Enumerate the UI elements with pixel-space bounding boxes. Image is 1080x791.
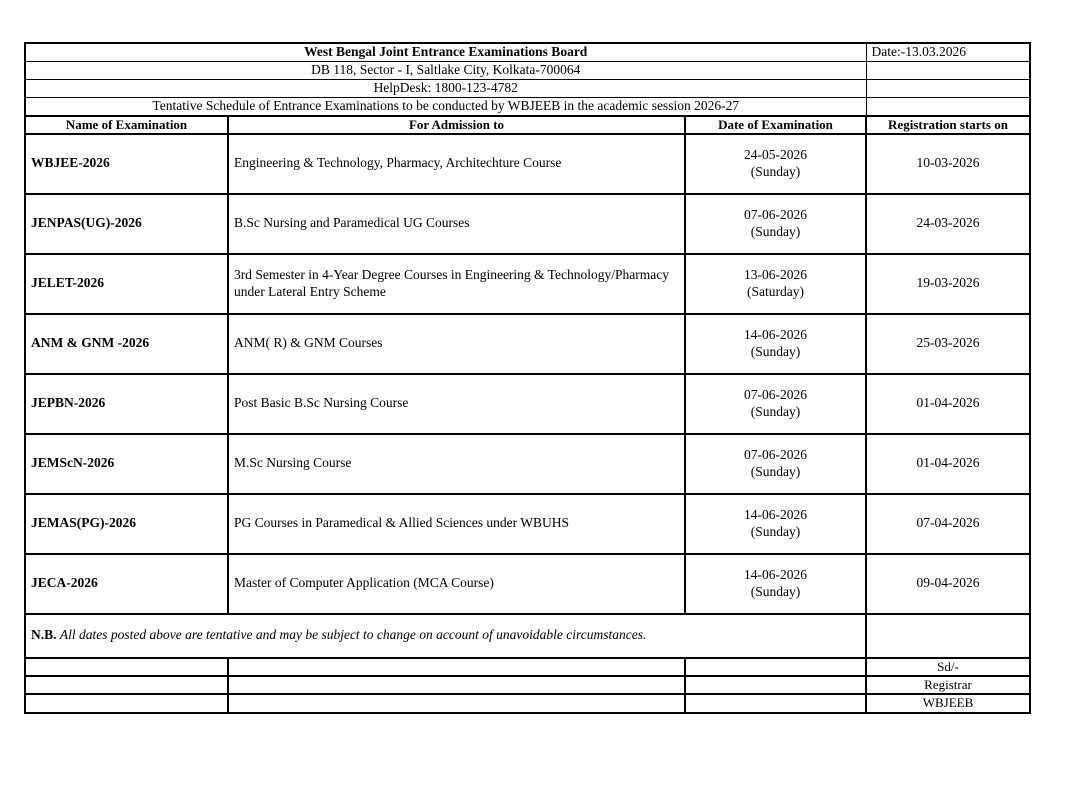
exam-day: (Sunday) <box>750 343 801 359</box>
board-title: West Bengal Joint Entrance Examinations Board <box>25 43 866 61</box>
exam-date: 07-06-2026 <box>744 206 807 222</box>
header-date-of-examination: Date of Examination <box>685 116 866 134</box>
registration-date: 10-03-2026 <box>866 134 1030 194</box>
header-registration-starts-on: Registration starts on <box>866 116 1030 134</box>
table-row <box>25 434 1030 494</box>
exam-day: (Sunday) <box>750 163 801 179</box>
empty-cell <box>866 97 1030 115</box>
registration-date: 09-04-2026 <box>866 554 1030 614</box>
exam-date-cell <box>685 434 866 494</box>
exam-date-cell <box>685 554 866 614</box>
exam-date: 13-06-2026 <box>744 266 807 282</box>
empty-cell <box>25 676 228 694</box>
exam-date-cell <box>685 254 866 314</box>
column-header-row <box>25 116 1030 134</box>
note-cell <box>25 614 866 658</box>
helpdesk-info: HelpDesk: 1800-123-4782 <box>25 79 866 97</box>
exam-name: ANM & GNM -2026 <box>25 314 228 374</box>
exam-date: 07-06-2026 <box>744 386 807 402</box>
table-row <box>25 374 1030 434</box>
signature-row <box>25 676 1030 694</box>
address-row <box>25 61 1030 79</box>
note-text: All dates posted above are tentative and may be subject to change on account of unavoidable circumstances. <box>59 627 647 643</box>
empty-cell <box>685 694 866 712</box>
signature-row <box>25 694 1030 712</box>
admission-course: Master of Computer Application (MCA Course) <box>228 554 685 614</box>
signature-sd: Sd/- <box>866 658 1030 676</box>
exam-date: 24-05-2026 <box>744 146 807 162</box>
helpdesk-row <box>25 79 1030 97</box>
exam-day: (Sunday) <box>750 523 801 539</box>
table-row <box>25 194 1030 254</box>
exam-name: JEMScN-2026 <box>25 434 228 494</box>
empty-cell <box>866 61 1030 79</box>
empty-cell <box>228 658 685 676</box>
signature-title: Registrar <box>866 676 1030 694</box>
exam-name: JELET-2026 <box>25 254 228 314</box>
table-row <box>25 494 1030 554</box>
exam-date-cell <box>685 494 866 554</box>
admission-course: 3rd Semester in 4-Year Degree Courses in Engineering & Technology/Pharmacy under Lateral Entry Scheme <box>228 254 685 314</box>
exam-day: (Sunday) <box>750 463 801 479</box>
note-prefix: N.B. <box>31 627 57 643</box>
exam-name: JENPAS(UG)-2026 <box>25 194 228 254</box>
exam-day: (Saturday) <box>747 283 804 299</box>
exam-date: 07-06-2026 <box>744 446 807 462</box>
exam-schedule-table <box>24 42 1031 714</box>
document-date: Date:-13.03.2026 <box>866 43 1030 61</box>
empty-cell <box>25 658 228 676</box>
empty-cell <box>685 658 866 676</box>
board-address: DB 118, Sector - I, Saltlake City, Kolkata-700064 <box>25 61 866 79</box>
empty-cell <box>228 676 685 694</box>
exam-name: JECA-2026 <box>25 554 228 614</box>
registration-date: 25-03-2026 <box>866 314 1030 374</box>
empty-cell <box>228 694 685 712</box>
admission-course: M.Sc Nursing Course <box>228 434 685 494</box>
registration-date: 07-04-2026 <box>866 494 1030 554</box>
exam-date-cell <box>685 134 866 194</box>
exam-name: JEMAS(PG)-2026 <box>25 494 228 554</box>
exam-date-cell <box>685 314 866 374</box>
admission-course: Engineering & Technology, Pharmacy, Architechture Course <box>228 134 685 194</box>
registration-date: 19-03-2026 <box>866 254 1030 314</box>
schedule-subtitle: Tentative Schedule of Entrance Examinations to be conducted by WBJEEB in the academic session 2026-27 <box>25 97 866 115</box>
empty-cell <box>25 694 228 712</box>
admission-course: ANM( R) & GNM Courses <box>228 314 685 374</box>
exam-day: (Sunday) <box>750 583 801 599</box>
signature-org: WBJEEB <box>866 694 1030 712</box>
admission-course: Post Basic B.Sc Nursing Course <box>228 374 685 434</box>
header-for-admission-to: For Admission to <box>228 116 685 134</box>
table-row <box>25 254 1030 314</box>
registration-date: 24-03-2026 <box>866 194 1030 254</box>
table-row <box>25 554 1030 614</box>
empty-cell <box>866 79 1030 97</box>
exam-date: 14-06-2026 <box>744 506 807 522</box>
exam-date-cell <box>685 374 866 434</box>
subtitle-row <box>25 97 1030 115</box>
empty-cell <box>866 614 1030 658</box>
exam-day: (Sunday) <box>750 403 801 419</box>
exam-day: (Sunday) <box>750 223 801 239</box>
exam-name: JEPBN-2026 <box>25 374 228 434</box>
note-row <box>25 614 1030 658</box>
exam-date: 14-06-2026 <box>744 566 807 582</box>
registration-date: 01-04-2026 <box>866 374 1030 434</box>
empty-cell <box>685 676 866 694</box>
registration-date: 01-04-2026 <box>866 434 1030 494</box>
exam-date: 14-06-2026 <box>744 326 807 342</box>
admission-course: PG Courses in Paramedical & Allied Sciences under WBUHS <box>228 494 685 554</box>
exam-name: WBJEE-2026 <box>25 134 228 194</box>
table-row <box>25 314 1030 374</box>
table-row <box>25 134 1030 194</box>
exam-date-cell <box>685 194 866 254</box>
signature-row <box>25 658 1030 676</box>
header-name-of-examination: Name of Examination <box>25 116 228 134</box>
title-row <box>25 43 1030 61</box>
admission-course: B.Sc Nursing and Paramedical UG Courses <box>228 194 685 254</box>
